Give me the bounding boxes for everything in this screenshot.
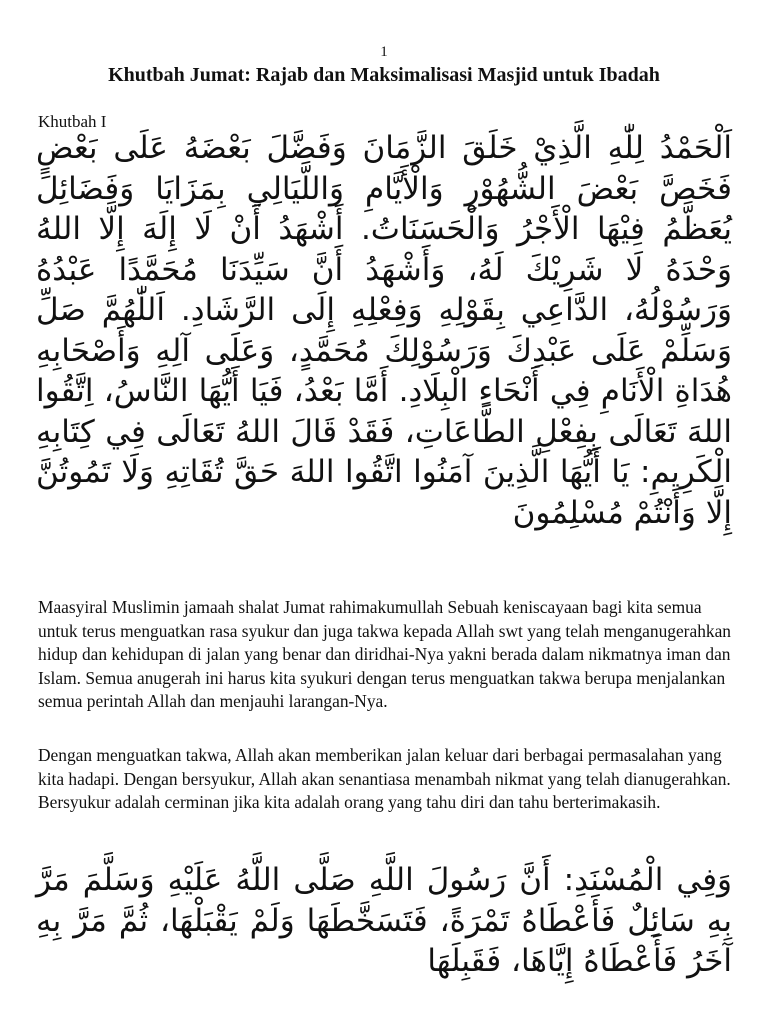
arabic-opening-text: اَلْحَمْدُ لِلّٰهِ الَّذِيْ خَلَقَ الزَّمَانَ وَفَضَّلَ بَعْضَهُ عَلَى بَعْضٍ فَخَصَّ بَعْضَ الشُّهُوْرِ وَالْأَيَّامِ وَاللَّيَالِي بِمَزَايَا وَفَضَائِلَ يُعَظَّمُ فِيْهَا الْأَجْرُ وَالْحَسَنَاتُ. أَشْهَدُ أَنْ لَا إِلَهَ إِلَّا اللهُ وَحْدَهُ لَا شَرِيْكَ لَهُ، وَأَشْهَدُ أَنَّ سَيِّدَنَا مُحَمَّدًا عَبْدُهُ وَرَسُوْلُهُ، الدَّاعِي بِقَوْلِهِ وَفِعْلِهِ إِلَى الرَّشَادِ. اَللّٰهُمَّ صَلِّ وَسَلِّمْ عَلَى عَبْدِكَ وَرَسُوْلِكَ مُحَمَّدٍ، وَعَلَى آلِهِ وَأَصْحَابِهِ هُدَاةِ الْأَنَامِ فِي أَنْحَاءِ الْبِلَادِ. أَمَّا بَعْدُ، فَيَا أَيُّهَا النَّاسُ، اِتَّقُوا اللهَ تَعَالَى بِفِعْلِ الطَّاعَاتِ، فَقَدْ قَالَ اللهُ تَعَالَى فِي كِتَابِهِ الْكَرِيمِ: يَا أَيُّهَا الَّذِينَ آمَنُوا اتَّقُوا اللهَ حَقَّ تُقَاتِهِ وَلَا تَمُوتُنَّ إِلَّا وَأَنْتُمْ مُسْلِمُونَ bbox=[36, 130, 732, 531]
paragraph-2: Dengan menguatkan takwa, Allah akan memberikan jalan keluar dari berbagai permasalahan yang kita hadapi. Dengan bersyukur, Allah akan senantiasa menambah nikmat yang telah dianugerahkan. Bersyukur adalah cerminan jika kita adalah orang yang tahu diri dan tahu berterimakasih. bbox=[38, 745, 731, 812]
paragraph-1: Maasyiral Muslimin jamaah shalat Jumat rahimakumullah Sebuah keniscayaan bagi kita semua untuk terus menguatkan rasa syukur dan juga takwa kepada Allah swt yang telah menganugerahkan hidup dan kehidupan di jalan yang benar dan diridhai-Nya yakni berada dalam nikmatnya iman dan Islam. Semua anugerah ini harus kita syukuri dengan terus menguatkan takwa berupa menjalankan semua perintah Allah dan menjauhi larangan-Nya. bbox=[38, 597, 731, 711]
page-number: 1 bbox=[380, 44, 388, 60]
document-title: Khutbah Jumat: Rajab dan Maksimalisasi Masjid untuk Ibadah bbox=[108, 64, 660, 86]
section-label: Khutbah I bbox=[38, 112, 107, 131]
arabic-hadith-text: وَفِي الْمُسْنَدِ: أَنَّ رَسُولَ اللَّهِ صَلَّى اللَّهُ عَلَيْهِ وَسَلَّمَ مَرَّ بِهِ سَائِلٌ فَأَعْطَاهُ تَمْرَةً، فَتَسَخَّطَهَا وَلَمْ يَقْبَلْهَا، ثُمَّ مَرَّ بِهِ آخَرُ فَأَعْطَاهُ إِيَّاهَا، فَقَبِلَهَا bbox=[36, 862, 732, 979]
